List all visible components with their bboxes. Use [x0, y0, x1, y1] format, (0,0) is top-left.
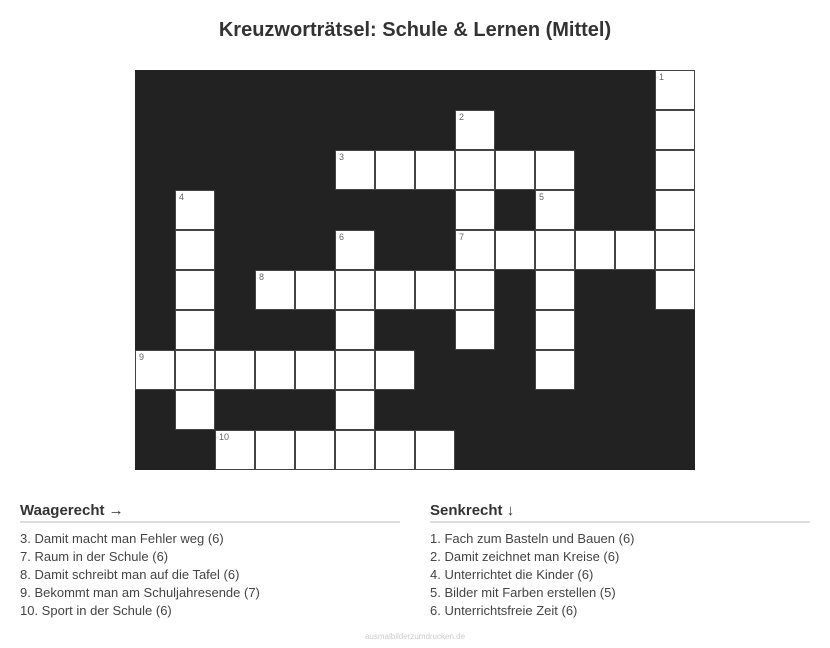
crossword-cell[interactable] — [535, 350, 575, 390]
crossword-cell[interactable] — [255, 350, 295, 390]
across-clue: 3. Damit macht man Fehler weg (6) — [20, 531, 224, 546]
crossword-cell[interactable] — [175, 190, 215, 230]
page-title: Kreuzworträtsel: Schule & Lernen (Mittel) — [218, 19, 612, 41]
across-clues-section — [20, 502, 400, 620]
crossword-cell[interactable] — [655, 70, 695, 110]
crossword-cell[interactable] — [535, 310, 575, 350]
crossword-cell[interactable] — [455, 270, 495, 310]
crossword-cell[interactable] — [375, 270, 415, 310]
down-heading: Senkrecht ↓ — [430, 502, 810, 523]
crossword-cell[interactable] — [415, 270, 455, 310]
across-clue: 8. Damit schreibt man auf die Tafel (6) — [20, 567, 240, 582]
down-clue-list — [430, 530, 810, 620]
clue-number: 4 — [179, 192, 185, 202]
crossword-cell[interactable] — [335, 230, 375, 270]
crossword-cell[interactable] — [455, 310, 495, 350]
across-clue-list — [20, 530, 400, 620]
crossword-cell[interactable] — [175, 350, 215, 390]
crossword-cell[interactable] — [335, 310, 375, 350]
crossword-cell[interactable] — [655, 110, 695, 150]
down-clues-section — [430, 502, 810, 620]
crossword-cell[interactable] — [655, 270, 695, 310]
crossword-cell[interactable] — [495, 230, 535, 270]
crossword-cell[interactable] — [175, 390, 215, 430]
down-clue: 4. Unterrichtet die Kinder (6) — [430, 567, 594, 582]
crossword-cell[interactable] — [175, 230, 215, 270]
across-clue: 10. Sport in der Schule (6) — [20, 603, 172, 618]
down-clue: 1. Fach zum Basteln und Bauen (6) — [430, 531, 635, 546]
crossword-cell[interactable] — [455, 150, 495, 190]
crossword-cell[interactable] — [655, 150, 695, 190]
clue-number: 9 — [139, 352, 145, 362]
crossword-cell[interactable] — [335, 390, 375, 430]
crossword-cell[interactable] — [255, 430, 295, 470]
across-clue: 9. Bekommt man am Schuljahresende (7) — [20, 585, 260, 600]
crossword-cell[interactable] — [455, 190, 495, 230]
clue-number: 2 — [459, 112, 465, 122]
crossword-cell[interactable] — [535, 190, 575, 230]
crossword-cell[interactable] — [535, 270, 575, 310]
footer-source: ausmalbilderzumdrucken.de — [364, 632, 466, 641]
clue-number: 8 — [259, 272, 265, 282]
crossword-cell[interactable] — [335, 350, 375, 390]
crossword-cell[interactable] — [295, 350, 335, 390]
down-clue: 5. Bilder mit Farben erstellen (5) — [430, 585, 616, 600]
crossword-cell[interactable] — [135, 350, 175, 390]
crossword-cell[interactable] — [295, 430, 335, 470]
crossword-cell[interactable] — [375, 430, 415, 470]
crossword-cell[interactable] — [655, 230, 695, 270]
crossword-cell[interactable] — [215, 430, 255, 470]
crossword-cell[interactable] — [495, 150, 535, 190]
crossword-grid — [135, 70, 695, 470]
crossword-cell[interactable] — [335, 430, 375, 470]
clue-number: 1 — [659, 72, 665, 82]
crossword-cell[interactable] — [415, 430, 455, 470]
crossword-cell[interactable] — [455, 110, 495, 150]
crossword-cell[interactable] — [615, 230, 655, 270]
crossword-cell[interactable] — [295, 270, 335, 310]
crossword-cell[interactable] — [375, 350, 415, 390]
crossword-cell[interactable] — [655, 190, 695, 230]
down-clue: 6. Unterrichtsfreie Zeit (6) — [430, 603, 578, 618]
crossword-cell[interactable] — [415, 150, 455, 190]
crossword-cell[interactable] — [255, 270, 295, 310]
crossword-cell[interactable] — [575, 230, 615, 270]
clue-number: 5 — [539, 192, 545, 202]
clue-number: 3 — [339, 152, 345, 162]
crossword-cell[interactable] — [175, 270, 215, 310]
crossword-cell[interactable] — [335, 270, 375, 310]
down-clue: 2. Damit zeichnet man Kreise (6) — [430, 549, 620, 564]
crossword-cell[interactable] — [335, 150, 375, 190]
crossword-cell[interactable] — [535, 150, 575, 190]
crossword-cell[interactable] — [455, 230, 495, 270]
crossword-cell[interactable] — [175, 310, 215, 350]
crossword-cell[interactable] — [535, 230, 575, 270]
clue-number: 6 — [339, 232, 345, 242]
across-heading: Waagerecht → — [20, 502, 400, 523]
clue-number: 10 — [219, 432, 230, 442]
crossword-cell[interactable] — [215, 350, 255, 390]
clue-number: 7 — [459, 232, 465, 242]
crossword-cell[interactable] — [375, 150, 415, 190]
across-clue: 7. Raum in der Schule (6) — [20, 549, 169, 564]
